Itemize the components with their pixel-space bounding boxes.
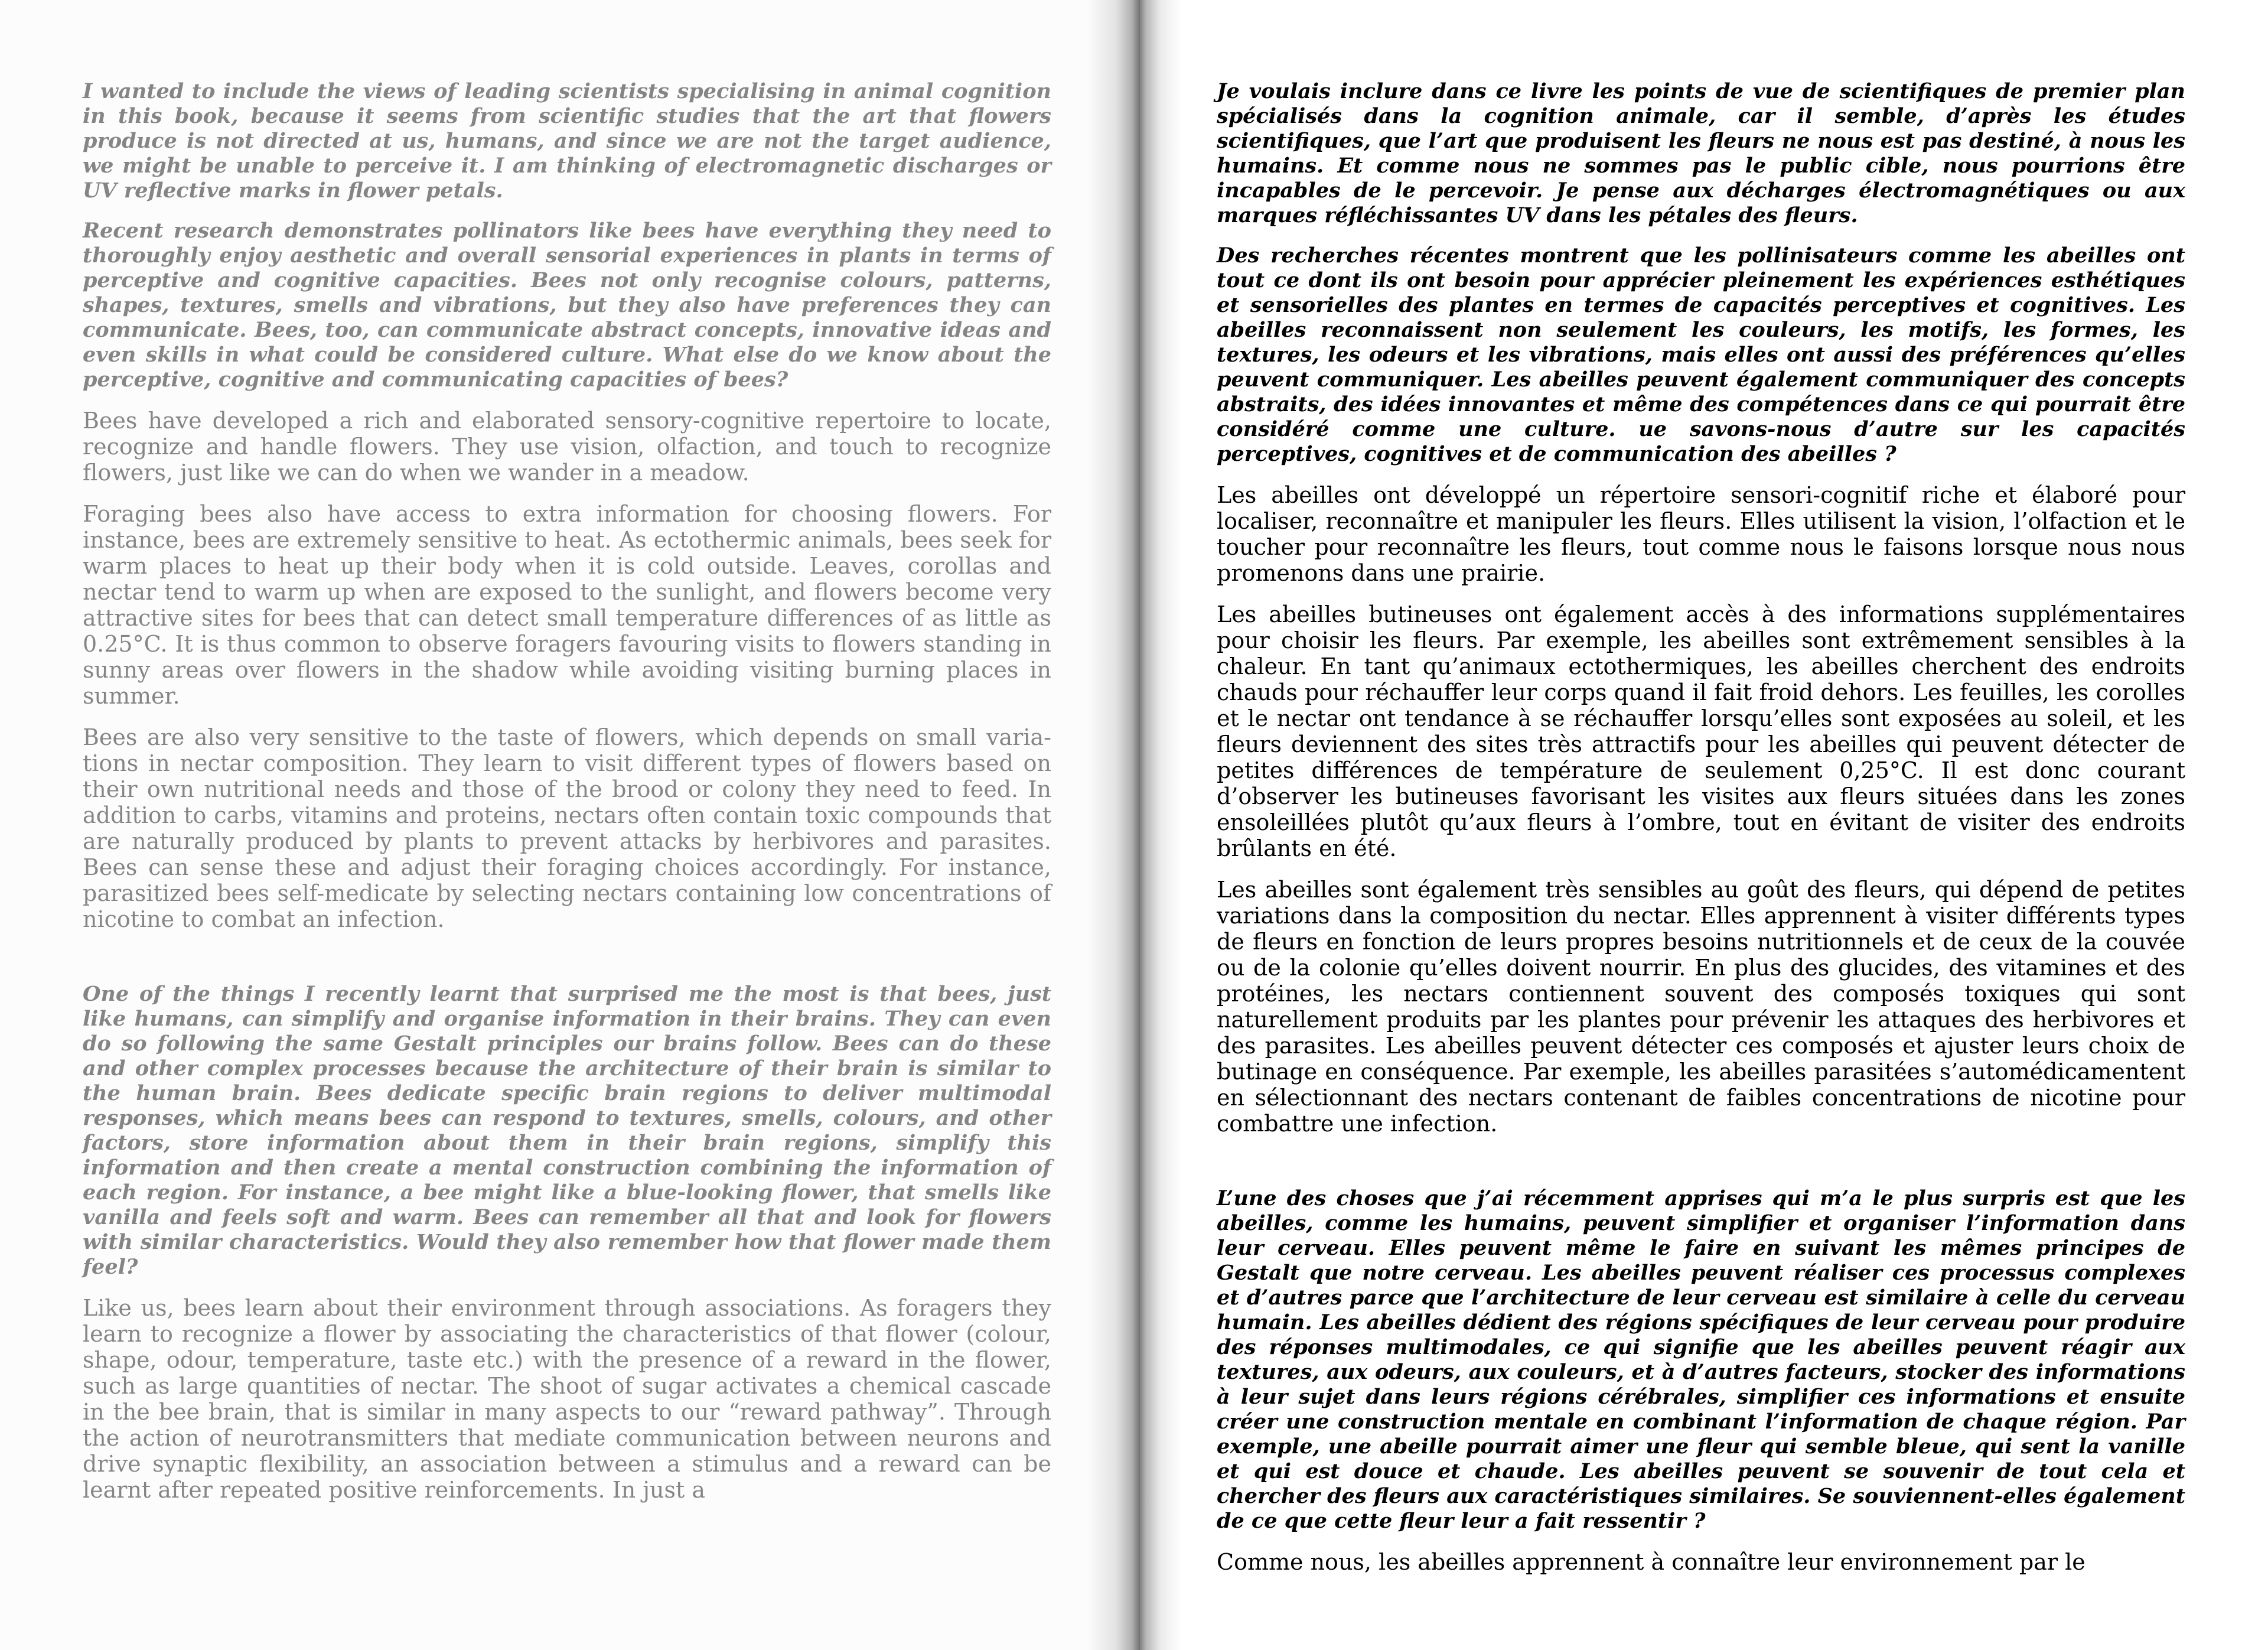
left-paragraph-1: I wanted to include the views of leading scientists specialising in animal cognition in this book, because it seems from scientific studies that the art that flowers produce is not directed at us, humans, and since we are not the target audience, we might be unable to perceive it. I am thinking of electromagnetic discharges or UV reflective marks in flower petals. (83, 79, 1051, 203)
right-paragraph-1: Je voulais inclure dans ce livre les points de vue de scientifiques de premier plan spécialisés dans la cognition animale, car il semble, d’après les études scientifiques, que l’art que produisent les fleurs ne nous est pas destiné, à nous les humains. Et comme nous ne sommes pas le public cible, nous pourrions être incapables de le percevoir. Je pense aux décharges électromagnétiques ou aux marques réfléchissantes UV dans les pétales des fleurs. (1217, 79, 2185, 227)
left-paragraph-2: Recent research demonstrates pollinators like bees have everything they need to thoroughly enjoy aesthetic and overall sensorial experiences in plants in terms of perceptive and cognitive capacities. Bees not only recognise colours, patterns, shapes, textures, smells and vibrations, but they also have preferences they can communicate. Bees, too, can communicate abstract concepts, innovative ideas and even skills in what could be considered culture. What else do we know about the perceptive, cognitive and communicating capacities of bees? (83, 219, 1051, 392)
right-paragraph-3: Les abeilles ont développé un répertoire sensori-cognitif riche et élaboré pour localiser, reconnaître et manipuler les fleurs. Elles utilisent la vision, l’olfaction et le toucher pour reconnaître les fleurs, tout comme nous le faisons lorsque nous nous promenons dans une prairie. (1217, 482, 2185, 586)
left-paragraph-4: Foraging bees also have access to extra information for choosing flowers. For instance, bees are extremely sensitive to heat. As ectothermic animals, bees seek for warm places to heat up their body when it is cold outside. Leaves, corollas and nectar tend to warm up when are exposed to the sunlight, and flowers become very attractive sites for bees that can detect small temperature differences of as little as 0.25°C. It is thus common to observe foragers favouring visits to flowers standing in sunny areas over flowers in the shadow while avoiding visiting burning places in summer. (83, 501, 1051, 709)
right-text-column (1217, 79, 2185, 1590)
right-paragraph-6: L’une des choses que j’ai récemment apprises qui m’a le plus surpris est que les abeilles, comme les humains, peuvent simplifier et organiser l’information dans leur cerveau. Elles peuvent même le faire en suivant les mêmes principes de Gestalt que notre cerveau. Les abeilles peuvent réaliser ces processus complexes et d’autres parce que l’architecture de leur cerveau est similaire à celle du cerveau humain. Les abeilles dédient des régions spécifiques de leur cerveau pour produire des réponses multimodales, ce qui signifie que les abeilles peuvent réagir aux textures, aux odeurs, aux couleurs, et à d’autres facteurs, stocker des informations à leur sujet dans leurs régions cérébrales, simplifier ces informations et ensuite créer une construction mentale en combinant l’information de chaque région. Par exemple, une abeille pourrait aimer une fleur qui semble bleue, qui sent la vanille et qui est douce et chaude. Les abeilles peuvent se souvenir de tout cela et chercher des fleurs aux caractéristiques similaires. Se souviennent-elles également de ce que cette fleur leur a fait ressentir ? (1217, 1186, 2185, 1533)
right-paragraph-5: Les abeilles sont également très sensibles au goût des fleurs, qui dépend de petites variations dans la composition du nectar. Elles apprennent à visiter différents types de fleurs en fonction de leurs propres besoins nutritionnels et de ceux de la couvée ou de la colonie qu’elles doivent nourrir. En plus des glucides, des vitamines et des protéines, les nectars contiennent souvent des composés toxiques qui sont naturellement produits par les plantes pour prévenir les attaques des herbivores et des parasites. Les abeilles peuvent détecter ces composés et ajuster leurs choix de butinage en conséquence. Par exemple, les abeilles parasitées s’automédicamentent en sélectionnant des nectars contenant de faibles concentrations de nicotine pour combattre une infection. (1217, 877, 2185, 1137)
left-text-column (83, 79, 1051, 1518)
right-paragraph-2: Des recherches récentes montrent que les pollinisateurs comme les abeilles ont tout ce dont ils ont besoin pour apprécier pleinement les expériences esthétiques et sensorielles des plantes en termes de capacités perceptives et cognitives. Les abeilles reconnaissent non seulement les couleurs, les motifs, les formes, les textures, les odeurs et les vibrations, mais elles ont aussi des préférences qu’elles peuvent communiquer. Les abeilles peuvent également communiquer des concepts abstraits, des idées innovantes et même des compétences dans ce qui pourrait être considéré comme une culture. ue savons-nous d’autre sur les capacités perceptives, cognitives et de communication des abeilles ? (1217, 243, 2185, 466)
right-paragraph-7: Comme nous, les abeilles apprennent à connaître leur environnement par le (1217, 1549, 2085, 1575)
left-paragraph-5: Bees are also very sensitive to the taste of flowers, which depends on small variations in nectar composition. They learn to visit different types of flowers based on their own nutritional needs and those of the brood or colony they need to feed. In addition to carbs, vitamins and proteins, nectars often contain toxic compounds that are naturally produced by plants to prevent attacks by herbivores and parasites. Bees can sense these and adjust their foraging choices accordingly. For instance, parasitized bees self-medicate by selecting nectars containing low concentrations of nicotine to combat an infection. (83, 724, 1051, 932)
left-paragraph-7: Like us, bees learn about their environment through associations. As foragers they learn to recognize a flower by associating the characteristics of that flower (colour, shape, odour, temperature, taste etc.) with the presence of a reward in the flower, such as large quantities of nectar. The shoot of sugar activates a chemical cascade in the bee brain, that is similar in many aspects to our “reward pathway”. Through the action of neurotransmitters that mediate communication between neurons and drive synaptic flexibility, an association between a stimulus and a reward can be learnt after repeated positive reinforcements. In just a (83, 1295, 1051, 1503)
gutter-shadow-right (1140, 0, 1181, 1650)
right-page-french (1140, 0, 2268, 1650)
right-paragraph-4: Les abeilles butineuses ont également accès à des informations supplémentaires pour choisir les fleurs. Par exemple, les abeilles sont extrêmement sensibles à la chaleur. En tant qu’animaux ectothermiques, les abeilles cherchent des endroits chauds pour réchauffer leur corps quand il fait froid dehors. Les feuilles, les corolles et le nectar ont tendance à se réchauffer lorsqu’elles sont exposées au soleil, et les fleurs deviennent des sites très attractifs pour les abeilles qui peuvent détecter de petites différences de température de seulement 0,25°C. Il est donc courant d’observer les butineuses favorisant les visites aux fleurs situées dans les zones ensoleillées plutôt qu’aux fleurs à l’ombre, tout en évitant de visiter des endroits brûlants en été. (1217, 601, 2185, 861)
left-paragraph-6: One of the things I recently learnt that surprised me the most is that bees, just like humans, can simplify and organise information in their brains. They can even do so following the same Gestalt principles our brains follow. Bees can do these and other complex processes because the architecture of their brain is similar to the human brain. Bees dedicate specific brain regions to deliver multimodal responses, which means bees can respond to textures, smells, colours, and other factors, store information about them in their brain regions, simplify this information and then create a mental construction combining the information of each region. For instance, a bee might like a blue-looking flower, that smells like vanilla and feels soft and warm. Bees can remember all that and look for flowers with similar characteristics. Would they also remember how that flower made them feel? (83, 982, 1051, 1279)
gutter-shadow-left (1087, 0, 1140, 1650)
left-paragraph-3: Bees have developed a rich and elaborated sensory-cognitive repertoire to locate, recognize and handle flowers. They use vision, olfaction, and touch to recognize flowers, just like we can do when we wander in a meadow. (83, 408, 1051, 486)
